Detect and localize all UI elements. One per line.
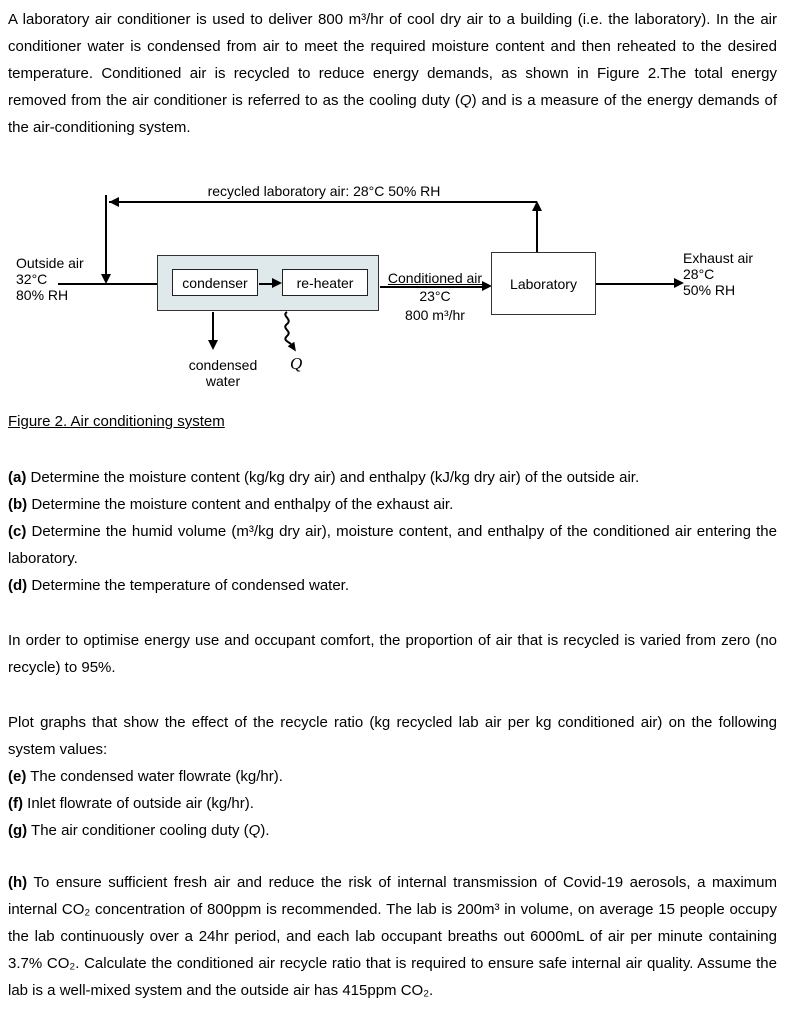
question-b-text: Determine the moisture content and enthalpy of the exhaust air. [27, 496, 454, 513]
outside-air-line1: Outside air [16, 255, 84, 271]
outside-air-rh: 80% RH [16, 287, 69, 303]
inlet-line [58, 283, 160, 285]
exhaust-air-rh: 50% RH [683, 282, 736, 298]
condensed-water-label [180, 357, 266, 389]
recycle-stream-label: recycled laboratory air: 28°C 50% RH [207, 183, 441, 199]
condenser-label: condenser [182, 274, 248, 291]
questions-e-g-block [8, 763, 777, 844]
question-g-label: (g) [8, 822, 28, 839]
figure-caption: Figure 2. Air conditioning system [8, 413, 225, 430]
cooling-duty-label: Q [290, 354, 303, 373]
question-h-label: (h) [8, 874, 28, 891]
question-g [8, 817, 777, 844]
reheater-label: re-heater [296, 274, 354, 291]
condenser-to-reheater-line [259, 283, 272, 285]
condensed-water-line1: condensed [188, 357, 258, 373]
question-f-text: Inlet flowrate of outside air (kg/hr). [23, 795, 254, 812]
question-e [8, 763, 777, 790]
question-d [8, 572, 777, 599]
question-e-text: The condensed water flowrate (kg/hr). [26, 768, 283, 785]
recycle-arrow-left-icon [109, 197, 119, 207]
question-a-label: (a) [8, 469, 27, 486]
recycle-line-top [109, 201, 537, 203]
question-d-text: Determine the temperature of condensed water. [27, 577, 350, 594]
question-g-text: The air conditioner cooling duty (Q). [27, 822, 270, 839]
question-c-text: Determine the humid volume (m³/kg dry air), moisture content, and enthalpy of the conditioned air entering the laboratory. [8, 523, 777, 567]
conditioned-air-label: Conditioned air [387, 270, 483, 286]
question-a-text: Determine the moisture content (kg/kg dry air) and enthalpy (kJ/kg dry air) of the outside air. [26, 469, 640, 486]
exhaust-line [596, 283, 674, 285]
laboratory-label: Laboratory [510, 275, 577, 292]
question-d-label: (d) [8, 577, 28, 594]
intro-block [8, 6, 777, 141]
plot-instructions-block [8, 709, 777, 763]
question-h-text: To ensure sufficient fresh air and reduce the risk of internal transmission of Covid-19 aerosols, a maximum internal CO₂ concentration of 800ppm is recommended. The lab is 200m³ in volume, on average 15 people occupy the lab continuously over a 24hr period, and each lab occupant breaths out 6000mL of air per minute containing 3.7% CO₂. Calculate the conditioned air recycle ratio that is required to ensure safe internal air quality. Assume the lab is a well-mixed system and the outside air has 415ppm CO₂. [8, 874, 777, 999]
question-f-label: (f) [8, 795, 23, 812]
condenser-box [172, 269, 258, 296]
figure-2-diagram [0, 182, 785, 400]
question-b [8, 491, 777, 518]
outside-air-label [16, 255, 84, 303]
question-h [8, 869, 777, 1004]
cooling-duty-squiggle-arrow-icon [276, 310, 312, 356]
question-e-label: (e) [8, 768, 27, 785]
recycle-arrow-up-icon [532, 201, 542, 211]
recycle-line-left [105, 195, 107, 274]
recycle-variation-block [8, 627, 777, 681]
questions-a-d-block [8, 464, 777, 599]
recycle-line-from-laboratory [536, 211, 538, 252]
question-f [8, 790, 777, 817]
exhaust-air-line1: Exhaust air [683, 250, 754, 266]
question-a [8, 464, 777, 491]
question-b-label: (b) [8, 496, 28, 513]
condensed-water-line2: water [205, 373, 241, 389]
recycle-variation-paragraph: In order to optimise energy use and occupant comfort, the proportion of air that is recycled is varied from zero (no recycle) to 95%. [8, 632, 777, 676]
condensed-water-line [212, 312, 214, 340]
condensed-water-arrow-icon [208, 340, 218, 350]
plot-instructions-paragraph: Plot graphs that show the effect of the recycle ratio (kg recycled lab air per kg conditioned air) on the following system values: [8, 714, 777, 758]
reheater-box [282, 269, 368, 296]
outside-air-temp: 32°C [16, 271, 48, 287]
exhaust-air-label [683, 250, 753, 298]
laboratory-box [491, 252, 596, 315]
question-c [8, 518, 777, 572]
question-c-label: (c) [8, 523, 27, 540]
exhaust-air-temp: 28°C [683, 266, 715, 282]
intro-paragraph: A laboratory air conditioner is used to deliver 800 m³/hr of cool dry air to a building (i.e. the laboratory). In the air conditioner water is condensed from air to meet the required moisture content and then reheated to the desired temperature. Conditioned air is recycled to reduce energy demands, as shown in Figure 2.The total energy removed from the air conditioner is referred to as the cooling duty (Q) and is a measure of the energy demands of the air-conditioning system. [8, 11, 777, 136]
condenser-to-reheater-arrow-icon [272, 278, 282, 288]
conditioned-air-flowrate: 800 m³/hr [405, 307, 465, 323]
question-h-block [8, 869, 777, 1004]
conditioned-air-temp: 23°C [419, 288, 451, 304]
